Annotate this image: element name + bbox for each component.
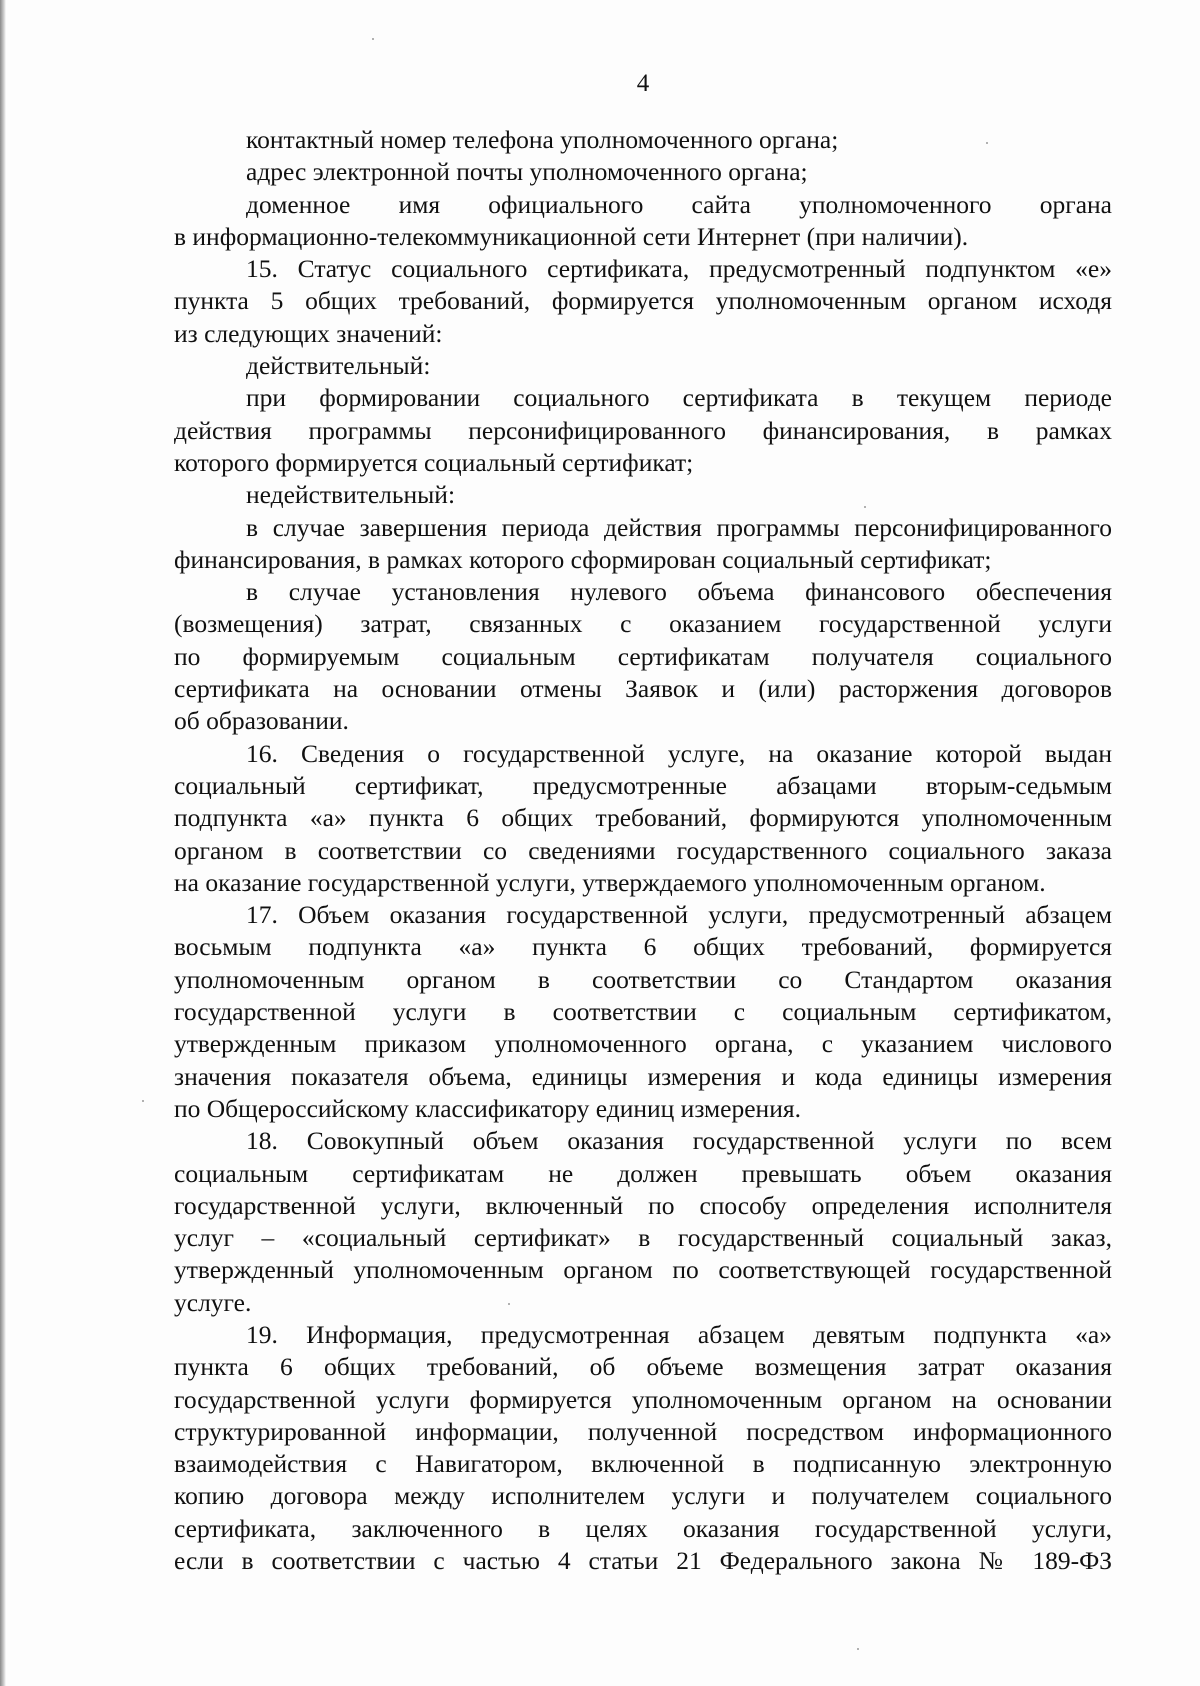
text-line: социальный сертификат, предусмотренные абзацами вторым-седьмым <box>174 770 1112 800</box>
text-line: сертификата на основании отмены Заявок и (или) расторжения договоров <box>174 674 1112 704</box>
text-line: значения показателя объема, единицы измерения и кода единицы измерения <box>174 1061 1112 1091</box>
text-line: из следующих значений: <box>174 318 443 348</box>
text-line: по формируемым социальным сертификатам получателя социального <box>174 641 1112 671</box>
page-number: 4 <box>636 70 650 97</box>
text-line: финансирования, в рамках которого сформирован социальный сертификат; <box>174 544 992 574</box>
text-line: действия программы персонифицированного финансирования, в рамках <box>174 415 1112 445</box>
text-line: недействительный: <box>246 480 456 510</box>
text-line: уполномоченным органом в соответствии со Стандартом оказания <box>174 964 1112 994</box>
text-line: (возмещения) затрат, связанных с оказанием государственной услуги <box>174 609 1112 639</box>
text-line: действительный: <box>246 351 431 381</box>
scan-speck <box>142 1100 144 1102</box>
text-line: копию договора между исполнителем услуги и получателем социального <box>174 1481 1112 1511</box>
text-line: структурированной информации, полученной посредством информационного <box>174 1416 1112 1446</box>
text-line: контактный номер телефона уполномоченного органа; <box>246 125 839 154</box>
text-line: 19. Информация, предусмотренная абзацем девятым подпункта «а» <box>246 1319 1112 1349</box>
text-line: если в соответствии с частью 4 статьи 21 Федерального закона № 189-ФЗ <box>174 1546 1112 1576</box>
text-line: которого формируется социальный сертификат; <box>174 447 694 477</box>
text-line: услуг – «социальный сертификат» в государственный социальный заказ, <box>174 1223 1112 1253</box>
text-line: 15. Статус социального сертификата, предусмотренный подпунктом «е» <box>246 254 1112 284</box>
text-line: на оказание государственной услуги, утверждаемого уполномоченным органом. <box>174 867 1046 897</box>
text-line: государственной услуги в соответствии с социальным сертификатом, <box>174 997 1112 1027</box>
text-line: утвержденный уполномоченным органом по соответствующей государственной <box>174 1255 1112 1285</box>
text-line: адрес электронной почты уполномоченного органа; <box>246 157 808 187</box>
text-line: в случае установления нулевого объема финансового обеспечения <box>246 577 1112 607</box>
text-line: в случае завершения периода действия программы персонифицированного <box>246 512 1112 542</box>
text-line: по Общероссийскому классификатору единиц измерения. <box>174 1093 801 1123</box>
text-line: сертификата, заключенного в целях оказания государственной услуги, <box>174 1513 1112 1543</box>
text-line: социальным сертификатам не должен превышать объем оказания <box>174 1158 1112 1188</box>
text-line: доменное имя официального сайта уполномоченного органа <box>246 189 1112 219</box>
text-line: подпункта «а» пункта 6 общих требований, формируются уполномоченным <box>174 803 1112 833</box>
text-line: пункта 6 общих требований, об объеме возмещения затрат оказания <box>174 1352 1112 1382</box>
scan-speck <box>864 506 866 508</box>
scan-speck <box>508 1303 510 1305</box>
text-line: государственной услуги формируется уполномоченным органом на основании <box>174 1384 1112 1414</box>
document-body <box>174 124 1112 1577</box>
text-line: при формировании социального сертификата в текущем периоде <box>246 383 1112 413</box>
scan-edge <box>0 0 6 1686</box>
scan-speck <box>857 1648 859 1650</box>
text-line: утвержденным приказом уполномоченного органа, с указанием числового <box>174 1029 1112 1059</box>
text-line: государственной услуги, включенный по способу определения исполнителя <box>174 1190 1112 1220</box>
text-line: 17. Объем оказания государственной услуги, предусмотренный абзацем <box>246 900 1112 930</box>
scan-speck <box>372 38 374 40</box>
text-line: восьмым подпункта «а» пункта 6 общих требований, формируется <box>174 932 1112 962</box>
text-line: 18. Совокупный объем оказания государственной услуги по всем <box>246 1126 1112 1156</box>
text-line: 16. Сведения о государственной услуге, на оказание которой выдан <box>246 738 1112 768</box>
text-line: об образовании. <box>174 706 349 736</box>
text-line: органом в соответствии со сведениями государственного социального заказа <box>174 835 1112 865</box>
text-line: взаимодействия с Навигатором, включенной в подписанную электронную <box>174 1449 1112 1479</box>
text-line: пункта 5 общих требований, формируется уполномоченным органом исходя <box>174 286 1112 316</box>
text-line: услуге. <box>174 1287 252 1317</box>
scan-speck <box>986 142 988 144</box>
text-line: в информационно-телекоммуникационной сети Интернет (при наличии). <box>174 221 969 251</box>
